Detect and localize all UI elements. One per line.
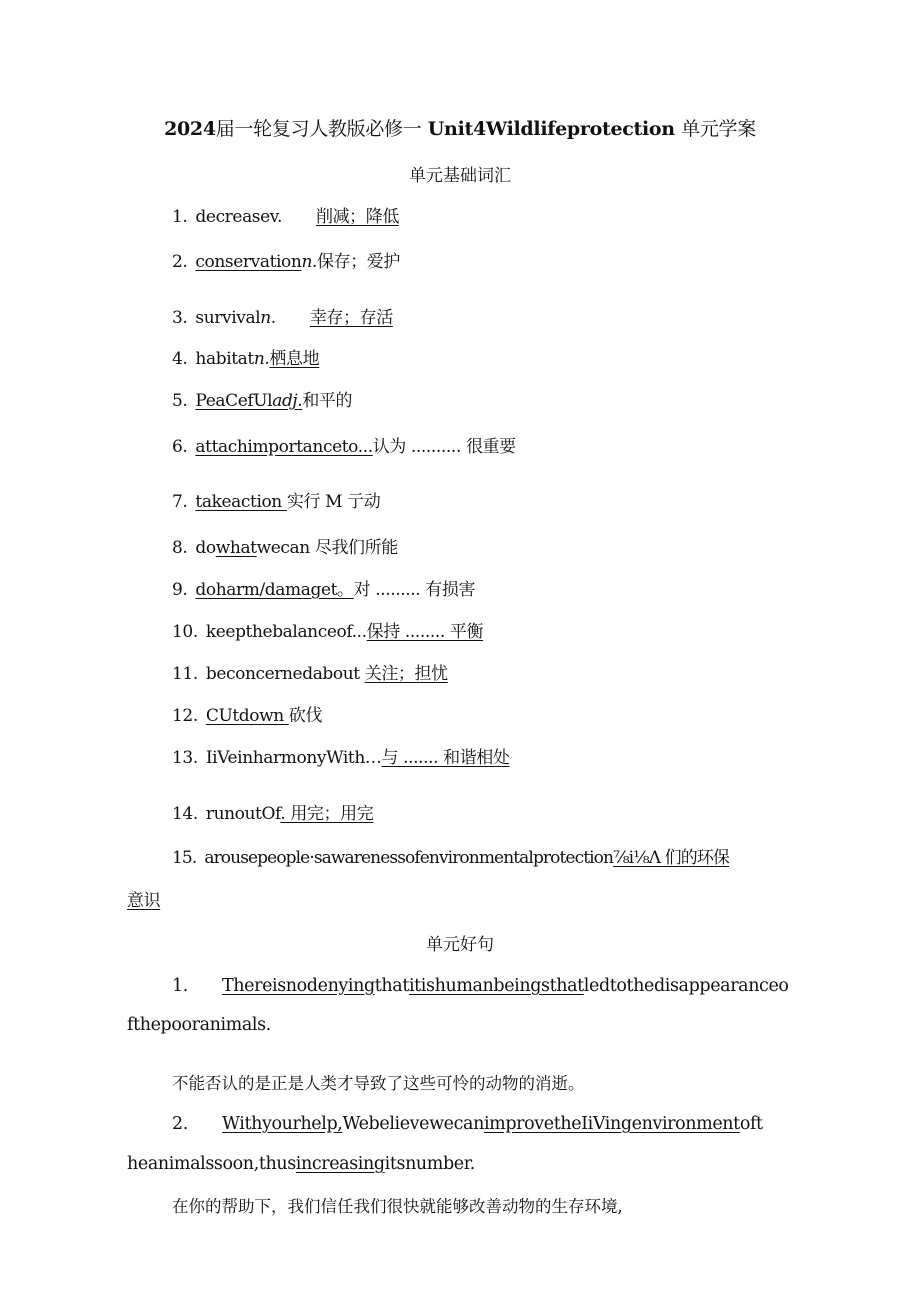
- vocab-item: 4. habitatn.栖息地: [172, 349, 320, 369]
- vocab-item: 5. PeaCefUladj.和平的: [172, 391, 353, 411]
- vocab-heading: 单元基础词汇: [409, 166, 511, 186]
- sentence-2-translation: 在你的帮助下，我们信任我们很快就能够改善动物的生存环境,: [172, 1197, 623, 1216]
- title-unit: Unit4Wildlifeprotection: [427, 118, 675, 140]
- vocab-item: 11. beconcernedabout 关注；担忧: [172, 664, 448, 684]
- vocab-item: 15. arousepeople·sawarenessofenvironmentalprotection⅞i⅛Λ 们的环保: [172, 848, 730, 868]
- sentence-2-line1: 2. Withyourhelp,WebelievewecanimprovetheIiVingenvironmentoft: [172, 1114, 763, 1134]
- vocab-item: 14. runoutOf. 用完；用完: [172, 804, 374, 824]
- vocab-item: 12. CUtdown 砍伐: [172, 706, 323, 726]
- sentence-heading: 单元好句: [426, 935, 494, 955]
- vocab-item: 1. decreasev. 削减；降低: [172, 207, 399, 227]
- vocab-item: 3. survivaln. 幸存；存活: [172, 308, 393, 328]
- vocab-item-continuation: 意识: [127, 891, 161, 911]
- vocab-item: 10. keepthebalanceof...保持 ........ 平衡: [172, 622, 484, 642]
- sentence-1-line1: 1. Thereisnodenyingthatitishumanbeingsthatledtothedisappearanceo: [172, 976, 789, 996]
- title-zh-part1: 届一轮复习人教版必修一: [215, 118, 422, 140]
- vocab-item: 9. doharm/damaget。对 ......... 有损害: [172, 580, 476, 600]
- sentence-2-line2: heanimalssoon,thusincreasingitsnumber.: [127, 1154, 475, 1174]
- vocab-item: 7. takeaction 实行 M 亍动: [172, 492, 381, 512]
- vocab-item: 2. conservationn.保存；爱护: [172, 252, 400, 272]
- sentence-1-line2: fthepooranimals.: [127, 1015, 271, 1035]
- vocab-item: 13. IiVeinharmonyWith…与 ....... 和谐相处: [172, 748, 510, 768]
- title-year: 2024: [164, 118, 216, 140]
- vocab-item: 6. attachimportanceto...认为 .......... 很重要: [172, 437, 516, 457]
- vocab-item: 8. dowhatwecan 尽我们所能: [172, 538, 398, 558]
- sentence-1-translation: 不能否认的是正是人类才导致了这些可怜的动物的消逝。: [172, 1074, 585, 1093]
- title-zh-part2: 单元学案: [681, 118, 756, 140]
- page-title: [0, 114, 920, 141]
